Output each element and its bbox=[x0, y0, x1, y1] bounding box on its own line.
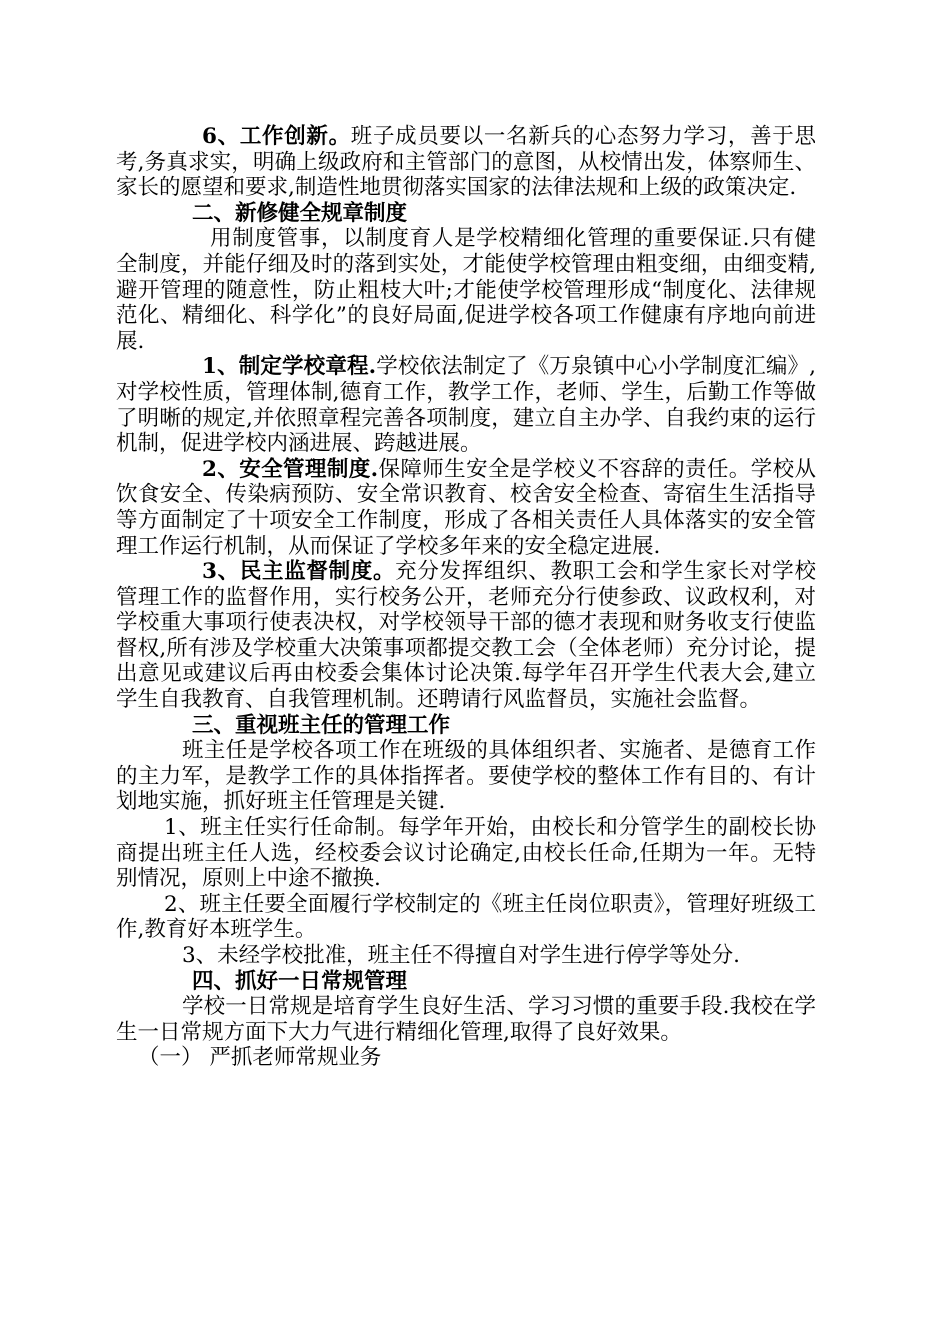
paragraph-text: 充分发挥组织、教职工会和学生家长对学校管理工作的监督作用，实行校务公开，老师充分行使参政、议政权利，对学校重大事项行使表决权，对学校领导干部的德才表现和财务收支行使监督权,所有涉及学校重大决策事项都提交教工会（全体老师）充分讨论，提出意见或建议后再由校委会集体讨论决策.每学年召开学生代表大会,建立学生自我教育、自我管理机制。还聘请行风监督员，实施社会监督。 bbox=[116, 559, 816, 713]
paragraph-text: 班子成员要以一名新兵的心态努力学习，善于思考,务真求实，明确上级政府和主管部门的意图，从校情出发，体察师生、家长的愿望和要求,制造性地贯彻落实国家的法律法规和上级的政策决定. bbox=[116, 124, 816, 201]
document-body bbox=[116, 124, 816, 1071]
paragraph-daily-routine: 学校一日常规是培育学生良好生活、学习习惯的重要手段.我校在学生一日常规方面下大力气进行精细化管理,取得了良好效果。 bbox=[116, 994, 816, 1045]
paragraph-duties: 2、班主任要全面履行学校制定的《班主任岗位职责》，管理好班级工作,教育好本班学生。 bbox=[116, 891, 816, 943]
paragraph-subsection-teachers: （一） 严抓老师常规业务 bbox=[138, 1045, 382, 1071]
paragraph-class-teacher-intro: 班主任是学校各项工作在班级的具体组织者、实施者、是德育工作的主力军，是教学工作的具体指挥者。要使学校的整体工作有目的、有计划地实施，抓好班主任管理是关键. bbox=[116, 738, 816, 815]
paragraph-lead: 1、制定学校章程. bbox=[202, 354, 377, 380]
paragraph-school-charter bbox=[116, 354, 816, 456]
paragraph-text: 学校依法制定了《万泉镇中心小学制度汇编》,对学校性质，管理体制,德育工作，教学工作，老师、学生，后勤工作等做了明晰的规定,并依照章程完善各项制度，建立自主办学、自我约束的运行机制，促进学校内涵进展、跨越进展。 bbox=[116, 354, 816, 457]
paragraph-lead: 2、安全管理制度. bbox=[202, 456, 379, 482]
paragraph-work-innovation bbox=[116, 124, 816, 201]
paragraph-democratic-supervision bbox=[116, 559, 816, 713]
paragraph-rules-intro: 用制度管事，以制度育人是学校精细化管理的重要保证.只有健全制度，并能仔细及时的落到实处，才能使学校管理由粗变细，由细变精,避开管理的随意性，防止粗枝大叶;才能使学校管理形成“制度化、法律规范化、精细化、科学化”的良好局面,促进学校各项工作健康有序地向前进展. bbox=[116, 226, 816, 354]
paragraph-appointment: 1、班主任实行任命制。每学年开始，由校长和分管学生的副校长协商提出班主任人选，经校委会议讨论确定,由校长任命,任期为一年。无特别情况，原则上中途不撤换. bbox=[116, 815, 816, 892]
paragraph-safety-management bbox=[116, 457, 816, 559]
section-heading-rules: 二、新修健全规章制度 bbox=[192, 200, 408, 226]
paragraph-lead: 3、民主监督制度。 bbox=[202, 559, 396, 585]
paragraph-approval: 3、未经学校批准，班主任不得擅自对学生进行停学等处分. bbox=[182, 943, 741, 968]
section-heading-daily-routine: 四、抓好一日常规管理 bbox=[192, 968, 408, 994]
paragraph-text: 保障师生安全是学校义不容辞的责任。学校从饮食安全、传染病预防、安全常识教育、校舍安全检查、寄宿生生活指导等方面制定了十项安全工作制度，形成了各相关责任人具体落实的安全管理工作运行机制，从而保证了学校多年来的安全稳定进展. bbox=[116, 456, 816, 559]
section-heading-class-teacher: 三、重视班主任的管理工作 bbox=[192, 712, 451, 738]
paragraph-lead: 6、工作创新。 bbox=[202, 124, 351, 149]
